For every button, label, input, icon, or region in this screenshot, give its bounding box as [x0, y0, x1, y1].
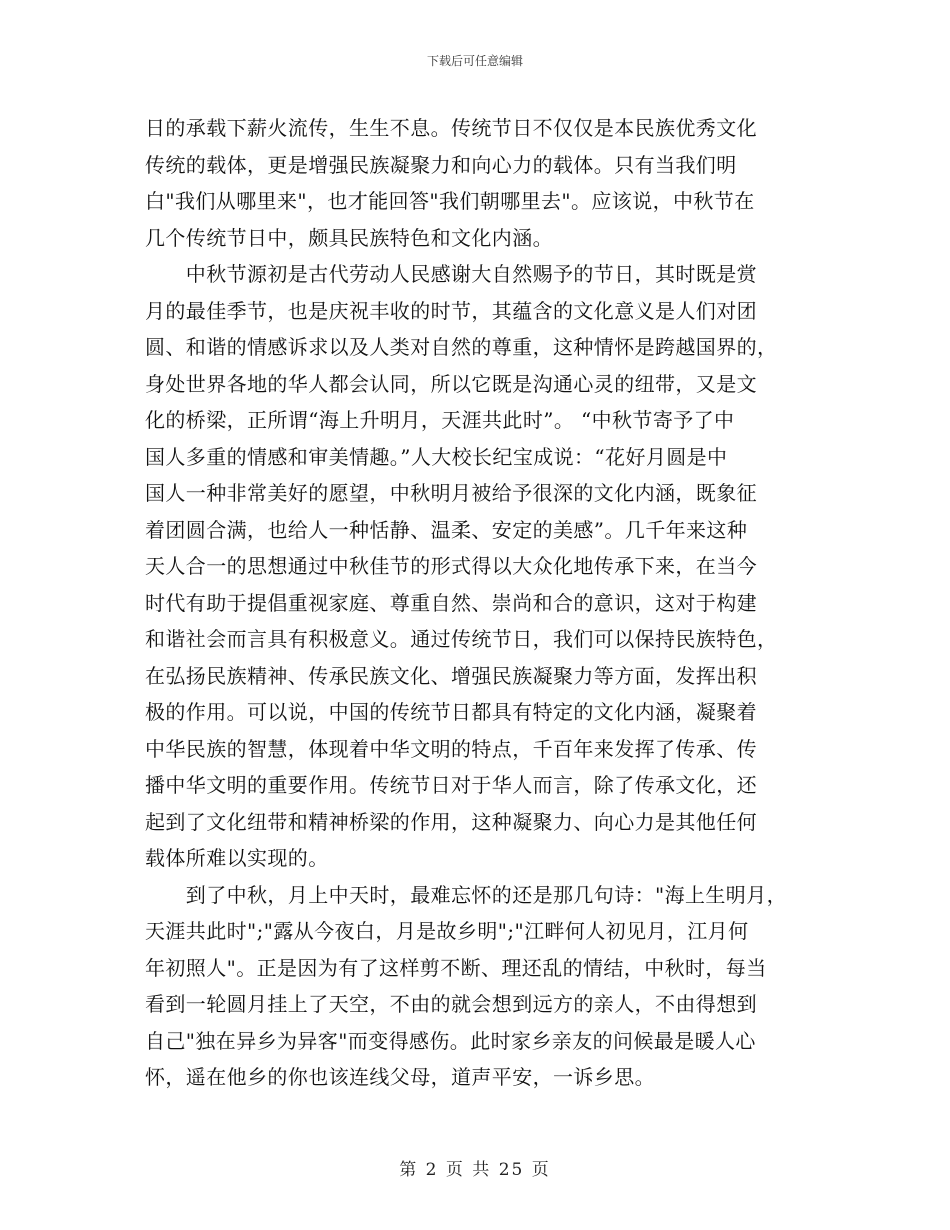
text-line: 国人多重的情感和审美情趣。”人大校长纪宝成说：“花好月圆是中 — [145, 444, 728, 469]
text-line: 天涯共此时";"露从今夜白，月是故乡明";"江畔何人初见月，江月何 — [145, 919, 749, 943]
text-line: 时代有助于提倡重视家庭、尊重自然、崇尚和合的意识，这对于构建 — [145, 590, 757, 615]
text-line: 怀，遥在他乡的你也该连线父母，道声平安，一诉乡思。 — [145, 1065, 655, 1089]
text-line: 中秋节源初是古代劳动人民感谢大自然赐予的节日，其时既是赏 — [145, 262, 757, 286]
text-line: 日的承载下薪火流传，生生不息。传统节日不仅仅是本民族优秀文化 — [145, 116, 757, 140]
text-line: 播中华文明的重要作用。传统节日对于华人而言，除了传承文化，还 — [145, 773, 757, 797]
text-line: 和谐社会而言具有积极意义。通过传统节日，我们可以保持民族特色， — [145, 627, 778, 651]
text-line: 传统的载体，更是增强民族凝聚力和向心力的载体。只有当我们明 — [145, 152, 737, 177]
text-line: 在弘扬民族精神、传承民族文化、增强民族凝聚力等方面，发挥出积 — [145, 663, 757, 688]
paragraph — [145, 110, 825, 256]
text-line: 自己"独在异乡为异客"而变得感伤。此时家乡亲友的问候最是暖人心 — [145, 1028, 756, 1053]
document-body — [145, 110, 825, 1096]
paragraph — [145, 877, 825, 1096]
text-line: 到了中秋，月上中天时，最难忘怀的还是那几句诗："海上生明月， — [145, 882, 787, 907]
text-line: 身处世界各地的华人都会认同，所以它既是沟通心灵的纽带，又是文 — [145, 371, 757, 396]
text-line: 中华民族的智慧，体现着中华文明的特点，千百年来发挥了传承、传 — [145, 736, 757, 761]
text-line: 几个传统节日中，颇具民族特色和文化内涵。 — [145, 225, 553, 250]
page-header: 下载后可任意编辑 — [426, 54, 523, 68]
text-line: 极的作用。可以说，中国的传统节日都具有特定的文化内涵，凝聚着 — [145, 700, 757, 724]
text-line: 白"我们从哪里来"，也才能回答"我们朝哪里去"。应该说，中秋节在 — [145, 189, 755, 213]
text-line: 圆、和谐的情感诉求以及人类对自然的尊重，这种情怀是跨越国界的， — [145, 335, 778, 359]
text-line: 年初照人"。正是因为有了这样剪不断、理还乱的情结，中秋时，每当 — [145, 955, 767, 980]
text-line: 起到了文化纽带和精神桥梁的作用，这种凝聚力、向心力是其他任何 — [145, 809, 757, 834]
text-line: 天人合一的思想通过中秋佳节的形式得以大众化地传承下来，在当今 — [145, 554, 757, 578]
paragraph — [145, 256, 825, 877]
text-line: 看到一轮圆月挂上了天空，不由的就会想到远方的亲人，不由得想到 — [145, 992, 757, 1016]
page-footer: 第 2 页 共 25 页 — [399, 1160, 551, 1180]
text-line: 化的桥梁，正所谓“海上升明月，天涯共此时”。 “中秋节寄予了中 — [145, 408, 735, 432]
text-line: 月的最佳季节，也是庆祝丰收的时节，其蕴含的文化意义是人们对团 — [145, 298, 757, 323]
text-line: 国人一种非常美好的愿望，中秋明月被给予很深的文化内涵，既象征 — [145, 481, 757, 505]
text-line: 着团圆合满，也给人一种恬静、温柔、安定的美感”。几千年来这种 — [145, 517, 748, 542]
text-line: 载体所难以实现的。 — [145, 846, 329, 870]
